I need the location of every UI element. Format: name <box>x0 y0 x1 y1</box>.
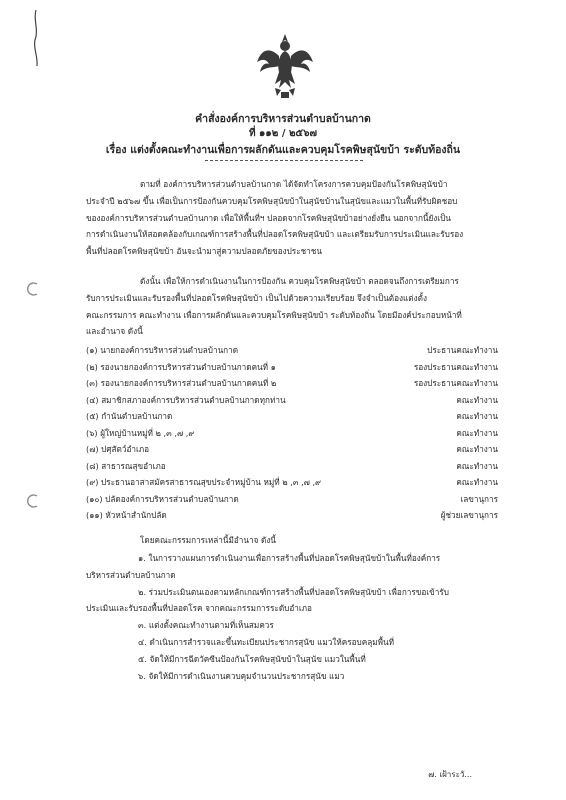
member-role: เลขานุการ <box>460 493 498 504</box>
duty-line: ๒. ร่วมประเมินตนเองตามหลักเกณฑ์การสร้างพื้นที่ปลอดโรคพิษสุนัขบ้า เพื่อการขอเข้ารับ <box>86 586 449 597</box>
paragraph-purpose <box>86 273 462 340</box>
paragraph-line: ขององค์การบริหารส่วนตำบลบ้านกาด เพื่อให้พื้นที่ฯ ปลอดจากโรคพิษสุนัขบ้าอย่างยั่งยืน นอกจากนี้ยังเป็น <box>86 212 451 223</box>
member-row <box>86 408 498 425</box>
member-name: (๑) นายกองค์การบริหารส่วนตำบลบ้านกาด <box>86 345 239 355</box>
member-role: รองประธานคณะทำงาน <box>413 361 498 372</box>
member-row <box>86 458 498 475</box>
punch-hole-mark <box>26 494 40 508</box>
garuda-emblem-icon <box>255 32 315 100</box>
member-role: ผู้ช่วยเลขานุการ <box>440 510 498 520</box>
member-name: (๔) สมาชิกสภาองค์การบริหารส่วนตำบลบ้านกาดทุกท่าน <box>86 394 286 405</box>
next-page-marker: ๗. เฝ้าระวั... <box>428 770 472 779</box>
member-name: (๑๐) ปลัดองค์การบริหารส่วนตำบลบ้านกาด <box>86 493 239 504</box>
member-name: (๙) ประธานอาสาสมัครสาธารณสุขประจำหมู่บ้าน หมู่ที่ ๒ ,๓ ,๗ ,๙ <box>86 477 322 487</box>
member-list <box>86 342 498 524</box>
paragraph-line: ประจำปี ๒๕๖๗ ขึ้น เพื่อเป็นการป้องกันควบคุมโรคพิษสุนัขบ้าในสุนัขบ้านในสุนัขและแมวในพื้นที่รับผิดชอบ <box>86 195 458 206</box>
member-name: (๓) รองนายกองค์การบริหารส่วนตำบลบ้านกาดคนที่ ๒ <box>86 378 277 388</box>
member-role: คณะทำงาน <box>456 460 498 471</box>
member-row <box>86 507 498 524</box>
member-role: คณะทำงาน <box>456 444 498 454</box>
paragraph-background <box>86 176 463 260</box>
member-row <box>86 491 498 508</box>
title-divider <box>205 160 363 161</box>
member-row <box>86 441 498 458</box>
duty-line: ๕. จัดให้มีการฉีดวัคซีนป้องกันโรคพิษสุนัขบ้าในสุนัข แมวในพื้นที่ <box>86 653 366 664</box>
duty-line: ๑. ในการวางแผนการดำเนินงานเพื่อการสร้างพื้นที่ปลอดโรคพิษสุนัขบ้าในพื้นที่องค์การ <box>86 553 441 563</box>
member-role: รองประธานคณะทำงาน <box>413 378 498 388</box>
paragraph-line: รับการประเมินและรับรองพื้นที่ปลอดโรคพิษสุนัขบ้า เป็นไปด้วยความเรียบร้อย จึงจำเป็นต้องแต่งตั้ง <box>86 292 427 303</box>
margin-pen-mark <box>30 8 42 68</box>
member-name: (๕) กำนันตำบลบ้านกาด <box>86 411 173 421</box>
member-name: (๗) ปศุสัตว์อำเภอ <box>86 444 150 454</box>
punch-hole-mark <box>26 282 40 296</box>
paragraph-line: การดำเนินงานให้สอดคล้องกับเกณฑ์การสร้างพื้นที่ปลอดโรคพิษสุนัขบ้า และเตรียมรับการประเมินและรับรอง <box>86 229 464 240</box>
member-row <box>86 342 498 359</box>
duty-line: ประเมินและรับรองพื้นที่ปลอดโรค จากคณะกรรมการระดับอำเภอ <box>86 603 312 614</box>
duty-line: ๔. ดำเนินการสำรวจและขึ้นทะเบียนประชากรสุนัข แมวให้ครอบคลุมพื้นที่ <box>86 636 395 647</box>
paragraph-line: คณะกรรมการ คณะทำงาน เพื่อการผลักดันและควบคุมโรคพิษสุนัขบ้า ระดับท้องถิ่น โดยมีองค์ประกอบหน้าที่ <box>86 309 462 320</box>
duties-heading: โดยคณะกรรมการเหล่านี้มีอำนาจ ดังนี้ <box>140 535 276 545</box>
member-role: คณะทำงาน <box>456 427 498 438</box>
member-name: (๘) สาธารณสุขอำเภอ <box>86 460 166 471</box>
member-role: คณะทำงาน <box>456 477 498 487</box>
order-title: คำสั่งองค์การบริหารส่วนตำบลบ้านกาด <box>195 113 371 125</box>
member-row <box>86 359 498 376</box>
member-row <box>86 425 498 442</box>
duties-list <box>86 550 449 684</box>
member-role: ประธานคณะทำงาน <box>427 345 498 355</box>
paragraph-line: ดังนั้น เพื่อให้การดำเนินงานในการป้องกัน ควบคุมโรคพิษสุนัขบ้า ตลอดจนถึงการเตรียมการ <box>140 276 459 286</box>
member-name: (๑๑) หัวหน้าสำนักปลัด <box>86 510 167 520</box>
duty-line: ๖. จัดให้มีการดำเนินงานควบคุมจำนวนประชากรสุนัข แมว <box>86 670 345 681</box>
member-row <box>86 392 498 409</box>
paragraph-line: พื้นที่ปลอดโรคพิษสุนัขบ้า อันจะนำมาสู่ความปลอดภัยของประชาชน <box>86 246 322 257</box>
member-role: คณะทำงาน <box>456 411 498 421</box>
paragraph-line: ตามที่ องค์การบริหารส่วนตำบลบ้านกาด ได้จัดทำโครงการควบคุมป้องกันโรคพิษสุนัขบ้า <box>140 179 448 189</box>
member-name: (๖) ผู้ใหญ่บ้านหมู่ที่ ๒ ,๓ ,๗ ,๙ <box>86 427 195 438</box>
member-role: คณะทำงาน <box>456 394 498 405</box>
member-name: (๒) รองนายกองค์การบริหารส่วนตำบลบ้านกาดคนที่ ๑ <box>86 361 276 372</box>
order-subject: เรื่อง แต่งตั้งคณะทำงานเพื่อการผลักดันและควบคุมโรคพิษสุนัขบ้า ระดับท้องถิ่น <box>105 144 461 156</box>
order-number: ที่ ๑๑๒ / ๒๕๖๗ <box>248 128 317 139</box>
paragraph-line: และอำนาจ ดังนี้ <box>86 326 143 337</box>
duty-line: ๓. แต่งตั้งคณะทำงานตามที่เห็นสมควร <box>86 620 274 631</box>
member-row <box>86 375 498 392</box>
member-row <box>86 474 498 491</box>
duty-line: บริหารส่วนตำบลบ้านกาด <box>86 569 176 580</box>
